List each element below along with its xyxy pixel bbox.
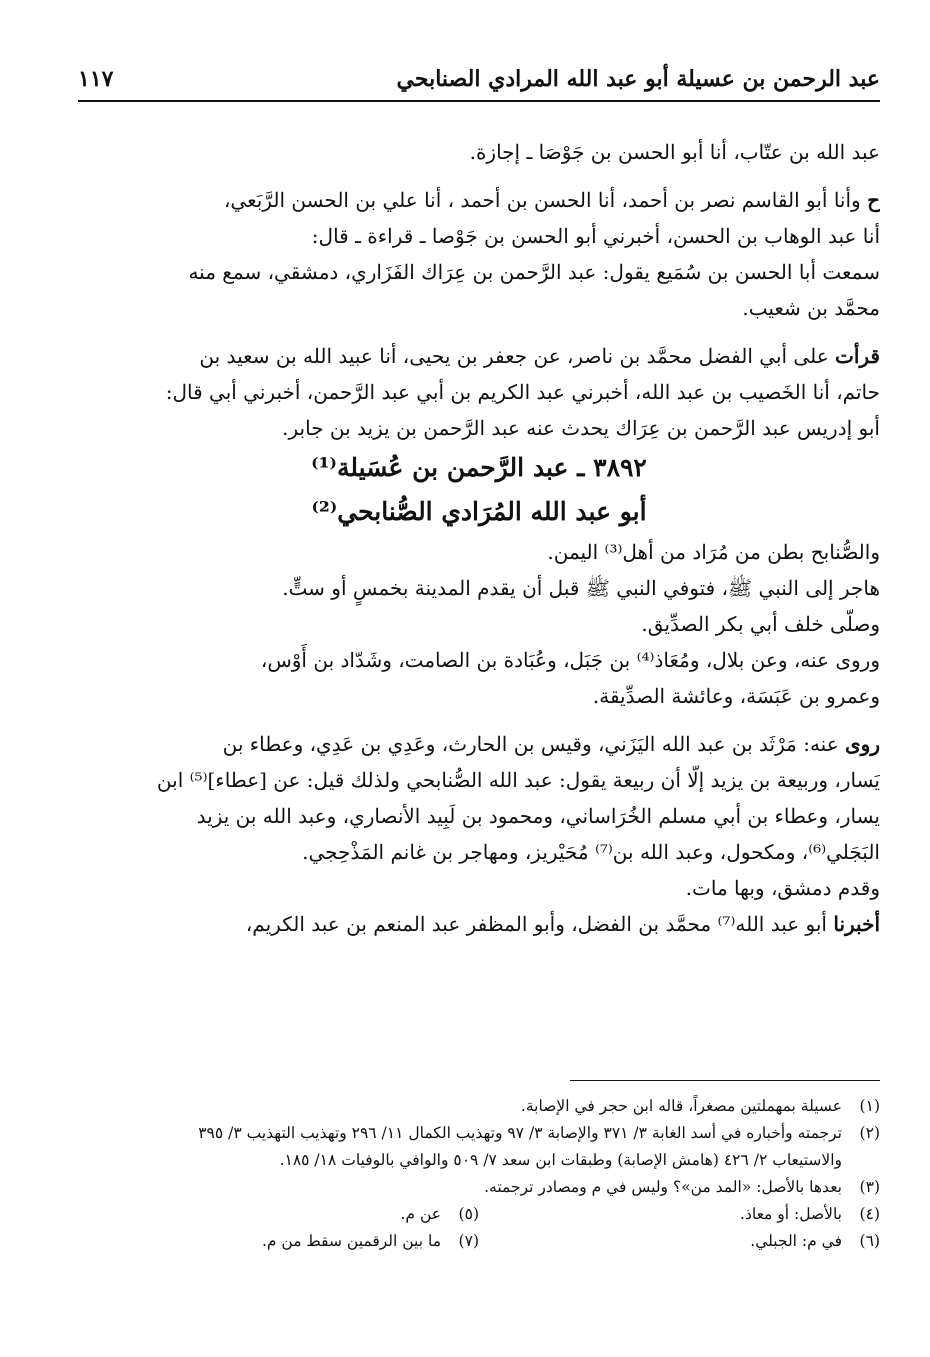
- footnote: [479, 1228, 880, 1255]
- footnote: [78, 1201, 479, 1228]
- text-line: وعمرو بن عَبَسَة، وعائشة الصدِّيقة.: [592, 684, 880, 708]
- footnote: [78, 1093, 880, 1120]
- running-header: [78, 60, 880, 104]
- header-rule: [78, 100, 880, 102]
- text-line: أبو إدريس عبد الرَّحمن بن عِرَاك يحدث عنه عبد الرَّحمن بن يزيد بن جابر.: [282, 416, 880, 440]
- text-line: وصلّى خلف أبي بكر الصدِّيق.: [641, 612, 880, 636]
- footnote-text: والاستيعاب ٢/ ٤٢٦ (هامش الإصابة) وطبقات ابن سعد ٧/ ٥٠٩ والوافي بالوفيات ١٨/ ١٨٥.: [279, 1151, 842, 1169]
- lead-word: قرأت: [835, 344, 880, 368]
- lead-word: أخبرنا: [833, 912, 880, 936]
- header-title: عبد الرحمن بن عسيلة أبو عبد الله المرادي الصنابحي: [396, 66, 880, 92]
- footnote: [78, 1228, 479, 1255]
- text-line: سمعت أبا الحسن بن سُمَيع يقول: عبد الرَّحمن بن عِرَاك الفَزَاري، دمشقي، سمع منه: [188, 260, 880, 284]
- text-line: حاتم، أنا الخَصيب بن عبد الله، أخبرني عبد الكريم بن أبي عبد الرَّحمن، أخبرني أبي قال:: [165, 380, 880, 404]
- text-line: البَجَلي⁽⁶⁾، ومكحول، وعبد الله بن⁽⁷⁾ مُحَيْريز، ومهاجر بن غانم المَذْحِجي.: [302, 840, 880, 864]
- footnote-row: [78, 1201, 880, 1228]
- footnote-number: (٦): [859, 1232, 880, 1250]
- footnote-number: (١): [859, 1097, 880, 1115]
- footnote-number: (٢): [859, 1124, 880, 1142]
- text-line: وروى عنه، وعن بلال، ومُعَاذ⁽⁴⁾ بن جَبَل، وعُبَادة بن الصامت، وشَدّاد بن أَوْس،: [260, 648, 880, 672]
- footnote-row: [78, 1228, 880, 1255]
- text-line: والصُّنابح بطن من مُرَاد من أهل⁽³⁾ اليمن.: [547, 540, 880, 564]
- footnote-text: ما بين الرقمين سقط من م.: [261, 1232, 441, 1250]
- lead-word: روى: [845, 732, 880, 756]
- text-line: يسار، وعطاء بن أبي مسلم الخُرَاساني، ومحمود بن لَبِيد الأنصاري، وعبد الله بن يزيد: [196, 804, 880, 828]
- text-line: [78, 726, 880, 762]
- text-line: أنا عبد الوهاب بن الحسن، أخبرني أبو الحسن بن جَوْصا ـ قراءة ـ قال:: [311, 224, 880, 248]
- footnote-text: عسيلة بمهملتين مصغراً، قاله ابن حجر في الإصابة.: [520, 1097, 842, 1115]
- text-line: [78, 338, 880, 374]
- footnote-continuation: [78, 1147, 880, 1174]
- footnote-text: بالأصل: أو معاذ.: [740, 1205, 842, 1223]
- text-line: [78, 182, 880, 218]
- text-line: [78, 906, 880, 942]
- text-line-rest: على أبي الفضل محمَّد بن ناصر، عن جعفر بن يحيى، أنا عبيد الله بن سعيد بن: [199, 344, 836, 368]
- footnote: [78, 1120, 880, 1147]
- entry-heading: ٣٨٩٢ ـ عبد الرَّحمن بن عُسَيلة⁽¹⁾: [311, 453, 647, 482]
- footnote: [479, 1201, 880, 1228]
- text-line: يَسار، وربيعة بن يزيد إلّا أن ربيعة يقول: عبد الله الصُّنابحي ولذلك قيل: عن [عطاء]⁽⁵⁾ ابن: [156, 768, 880, 792]
- text-line: عبد الله بن عتّاب، أنا أبو الحسن بن جَوْصَا ـ إجازة.: [469, 140, 880, 164]
- footnote-text: بعدها بالأصل: «المد من»؟ وليس في م ومصادر ترجمته.: [484, 1178, 842, 1196]
- text-line: محمَّد بن شعيب.: [742, 296, 880, 320]
- footnote-text: ترجمته وأخباره في أسد الغابة ٣/ ٣٧١ والإصابة ٣/ ٩٧ وتهذيب الكمال ١١/ ٢٩٦ وتهذيب التهذيب ٣/ ٣٩٥: [198, 1124, 842, 1142]
- text-line: هاجر إلى النبي ﷺ، فتوفي النبي ﷺ قبل أن يقدم المدينة بخمسٍ أو ستٍّ.: [282, 576, 880, 600]
- lead-word: ح: [867, 188, 880, 212]
- footnotes: [78, 1093, 880, 1255]
- footnote-text: عن م.: [400, 1205, 441, 1223]
- footnote-number: (٤): [859, 1205, 880, 1223]
- page-number: ١١٧: [78, 66, 114, 92]
- main-text: [78, 134, 880, 942]
- text-line: وقدم دمشق، وبها مات.: [685, 876, 880, 900]
- footnote: [78, 1174, 880, 1201]
- footnote-text: في م: الجبلي.: [750, 1232, 842, 1250]
- text-line-rest: وأنا أبو القاسم نصر بن أحمد، أنا الحسن بن أحمد ، أنا علي بن الحسن الرَّبَعي،: [223, 188, 868, 212]
- footnote-number: (٣): [859, 1178, 880, 1196]
- entry-subheading: أبو عبد الله المُرَادي الصُّنابحي⁽²⁾: [311, 497, 647, 526]
- footnote-number: (٧): [458, 1232, 479, 1250]
- footnote-number: (٥): [458, 1205, 479, 1223]
- text-line-rest: عنه: مَرْثَد بن عبد الله اليَزَني، وقيس بن الحارث، وعَدِي بن عَدِي، وعطاء بن: [222, 732, 846, 756]
- text-line-rest: أبو عبد الله⁽⁷⁾ محمَّد بن الفضل، وأبو المظفر عبد المنعم بن عبد الكريم،: [245, 912, 834, 936]
